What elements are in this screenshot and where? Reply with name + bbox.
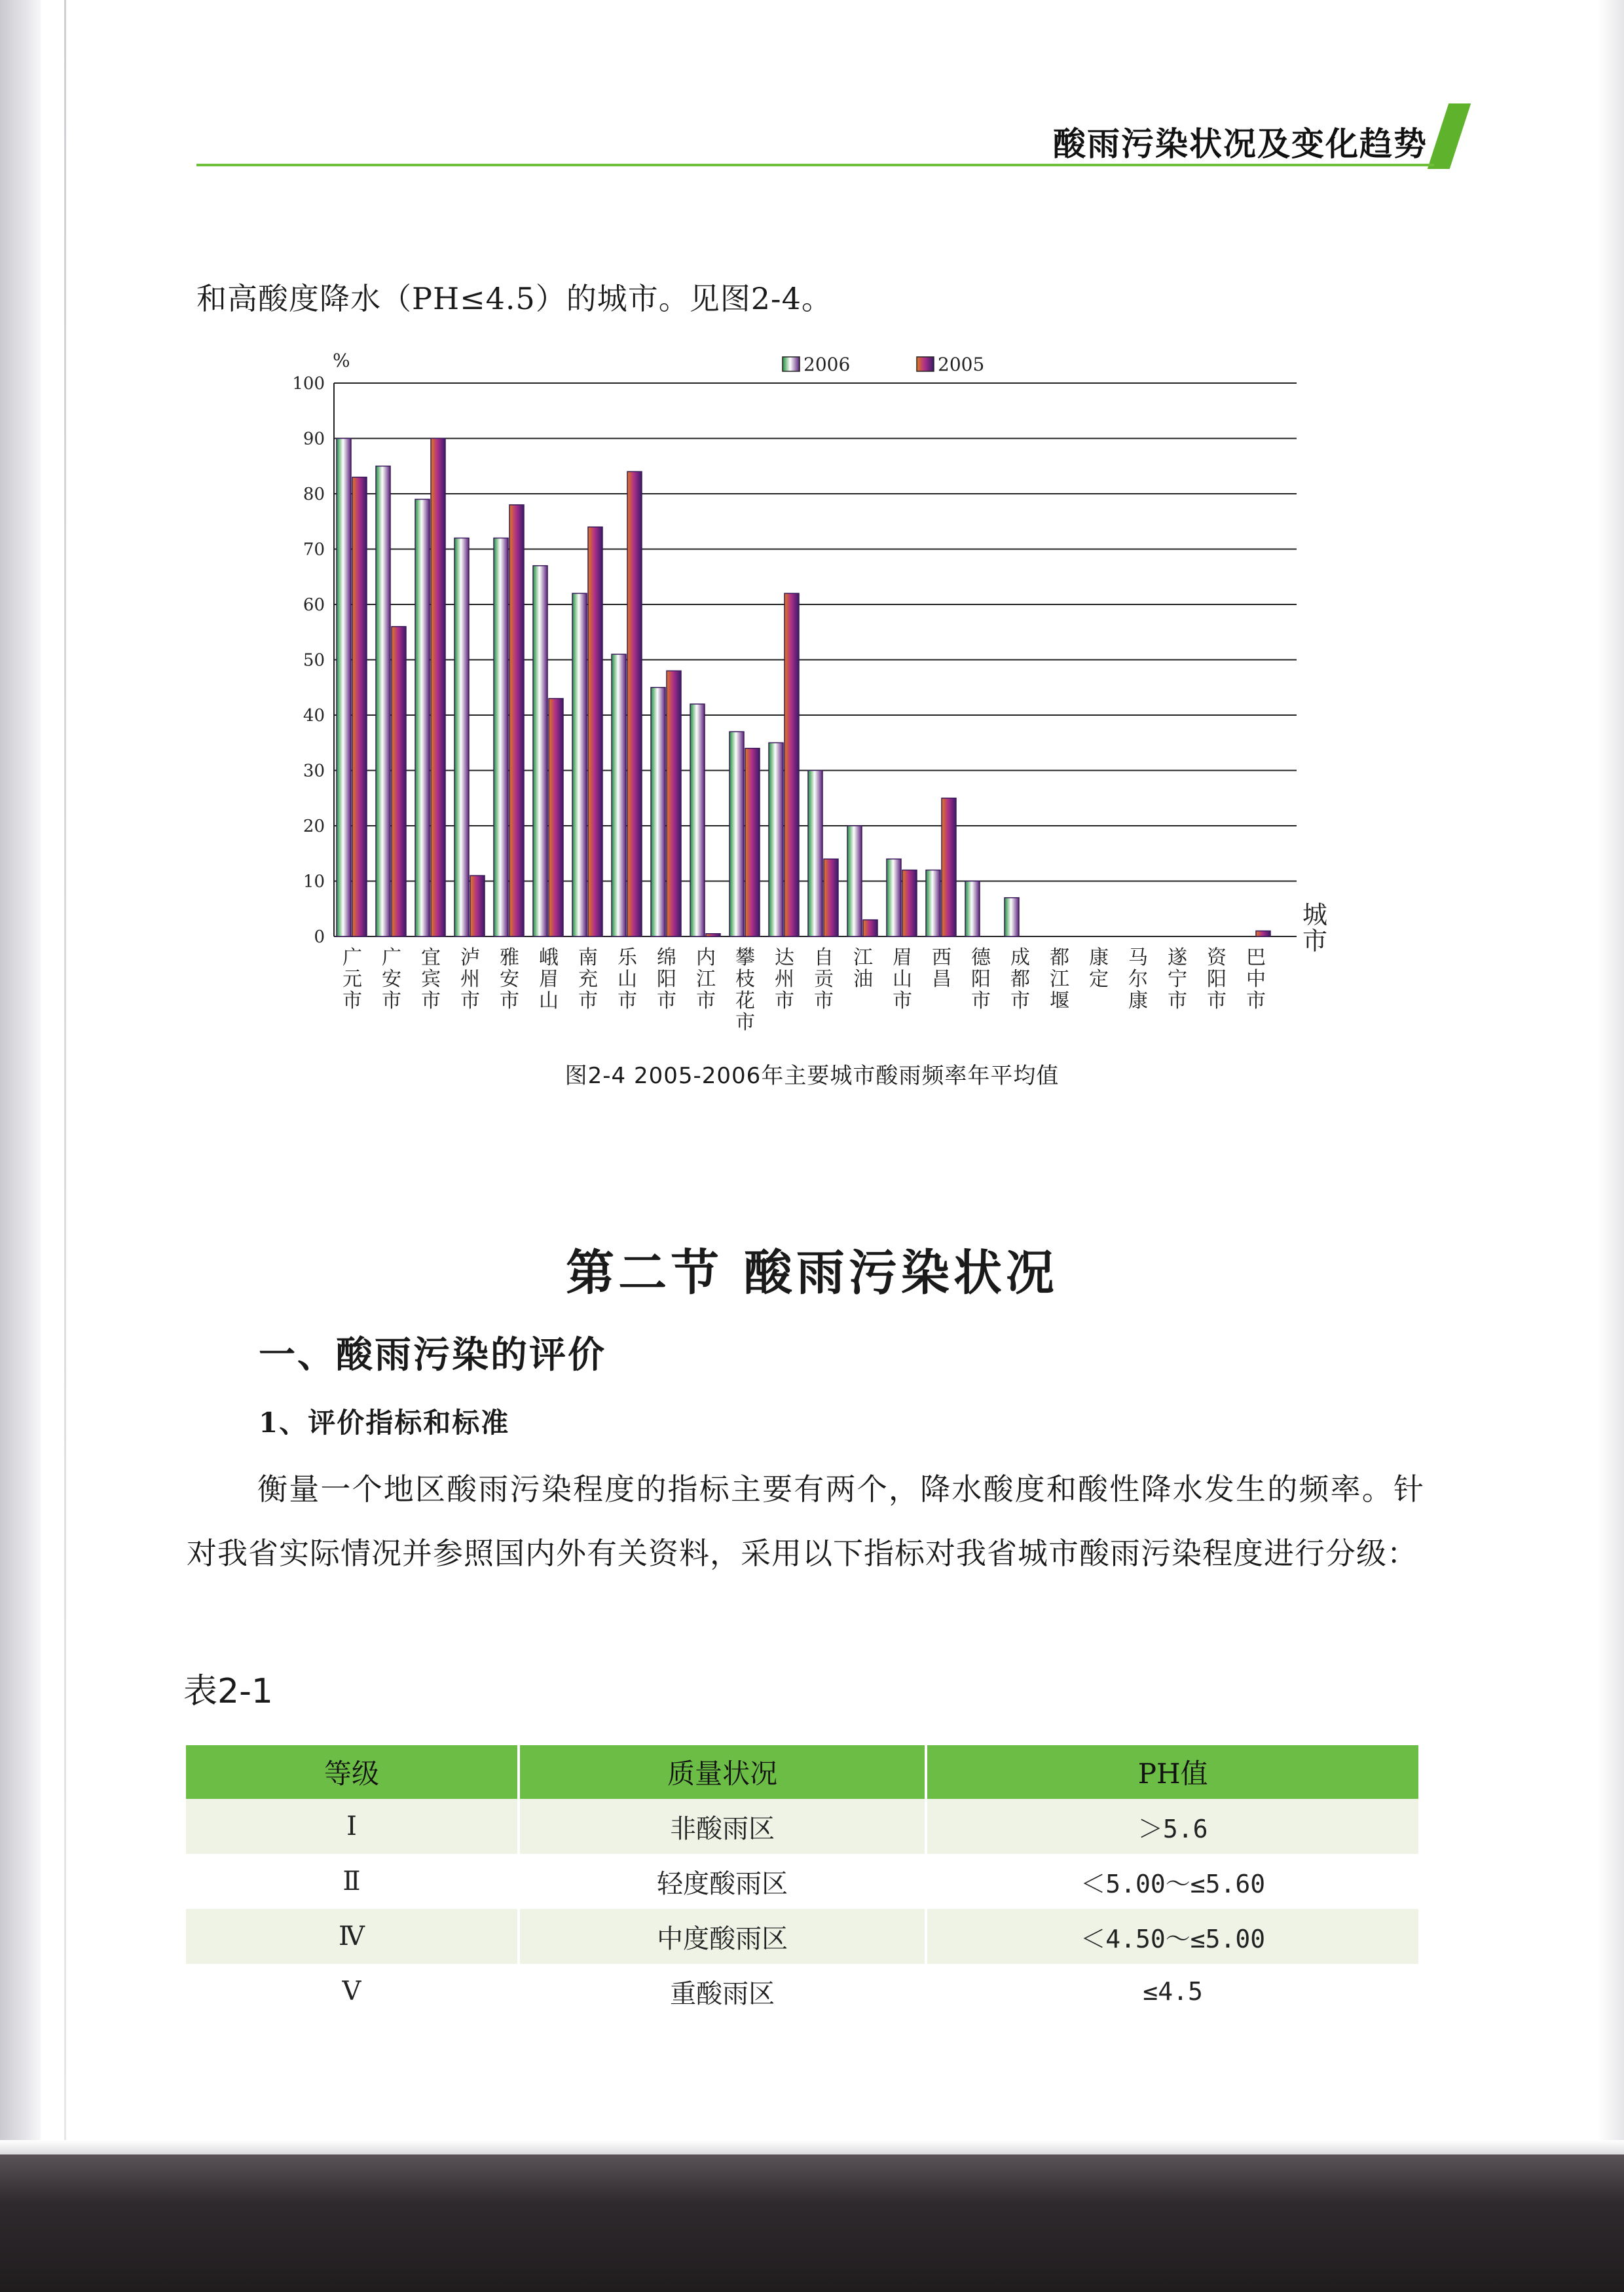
bar-2005: [824, 859, 838, 936]
x-tick-label: 自贡市: [814, 946, 834, 1012]
bar-2006: [376, 466, 390, 936]
x-axis-label-text: 城市: [1302, 900, 1328, 955]
x-tick-label: 江油: [853, 946, 873, 991]
chart-x-labels: [342, 946, 1266, 1034]
bar-2005: [745, 749, 760, 936]
sub-heading: 一、酸雨污染的评价: [259, 1333, 606, 1377]
bar-2006: [454, 538, 469, 936]
bar-2006: [808, 771, 822, 937]
y-tick-label: 70: [303, 540, 325, 560]
section-title: 第二节 酸雨污染状况: [566, 1245, 1058, 1301]
bar-2005: [392, 627, 406, 936]
bar-2005: [470, 876, 485, 936]
y-tick-label: 90: [303, 429, 325, 449]
table-cell: 中度酸雨区: [520, 1909, 925, 1964]
header-rule: [196, 164, 1434, 166]
x-tick-label: 都江堰: [1050, 946, 1069, 1012]
y-tick-label: 50: [303, 650, 325, 671]
x-tick-label: 绵阳市: [657, 946, 676, 1012]
x-tick-label: 达州市: [775, 946, 794, 1012]
bar-2005: [627, 471, 642, 936]
x-tick-label: 资阳市: [1207, 946, 1227, 1012]
x-tick-label: 峨眉山: [539, 946, 559, 1012]
y-tick-label: 80: [303, 485, 325, 504]
bar-2006: [729, 731, 744, 936]
bar-2006: [572, 593, 587, 936]
table-row: [186, 1909, 1418, 1964]
table-header-cell: PH值: [927, 1745, 1418, 1799]
x-tick-label: 广安市: [382, 946, 401, 1012]
scan-shadow-left: [0, 0, 41, 2292]
table-cell: 非酸雨区: [520, 1799, 925, 1854]
y-tick-label: 40: [303, 706, 325, 726]
x-tick-label: 遂宁市: [1168, 946, 1187, 1012]
table-cell: ≤4.5: [927, 1964, 1418, 2019]
bar-2006: [965, 881, 980, 937]
scan-shadow-bottom: [0, 2154, 1624, 2292]
x-axis-label: [1302, 900, 1327, 955]
y-tick-label: 10: [303, 872, 325, 892]
bar-2006: [337, 439, 351, 937]
x-tick-label: 康定: [1089, 946, 1109, 991]
bar-2005: [431, 439, 445, 937]
chart-bars: [337, 439, 1270, 937]
y-axis-label: %: [333, 350, 350, 371]
y-tick-label: 100: [292, 374, 325, 394]
bar-2006: [494, 538, 508, 936]
page-bottom-edge: [0, 2140, 1624, 2156]
x-tick-label: 广元市: [342, 946, 362, 1012]
bar-2006: [651, 688, 665, 936]
bar-2006: [847, 826, 862, 936]
legend-swatch-2005: [917, 357, 934, 371]
acid-rain-bar-chart: [275, 347, 1349, 1041]
x-tick-label: 眉山市: [893, 946, 912, 1012]
bar-2005: [784, 593, 799, 936]
table-cell: 轻度酸雨区: [520, 1854, 925, 1909]
bar-2006: [1005, 898, 1019, 936]
y-tick-label: 60: [303, 595, 325, 615]
table-cell: Ⅴ: [186, 1964, 517, 2019]
y-tick-label: 20: [303, 817, 325, 836]
x-tick-label: 雅安市: [500, 946, 519, 1012]
bar-2005: [509, 505, 524, 936]
table-cell: 重酸雨区: [520, 1964, 925, 2019]
x-tick-label: 德阳市: [971, 946, 991, 1012]
table-header-cell: 等级: [186, 1745, 517, 1799]
table-header-row: [186, 1745, 1418, 1799]
table-row: [186, 1799, 1418, 1854]
legend-swatch-2006: [783, 357, 800, 371]
x-tick-label: 成都市: [1010, 946, 1030, 1012]
table-row: [186, 1854, 1418, 1909]
x-tick-label: 乐山市: [618, 946, 637, 1012]
y-tick-label: 30: [303, 761, 325, 781]
bar-2006: [415, 499, 430, 936]
table-cell: Ⅳ: [186, 1909, 517, 1964]
legend-label: 2005: [938, 354, 985, 375]
table-cell: Ⅰ: [186, 1799, 517, 1854]
bar-2005: [1256, 931, 1270, 936]
x-tick-label: 巴中市: [1246, 946, 1266, 1012]
sub-sub-heading: 1、评价指标和标准: [259, 1407, 510, 1439]
bar-2006: [612, 654, 626, 936]
body-paragraph: 衡量一个地区酸雨污染程度的指标主要有两个，降水酸度和酸性降水发生的频率。针对我省实际情况并参照国内外有关资料，采用以下指标对我省城市酸雨污染程度进行分级：: [187, 1471, 1424, 1571]
bar-2005: [588, 527, 602, 936]
bar-2005: [942, 798, 956, 936]
intro-text: 和高酸度降水（PH≤4.5）的城市。见图2-4。: [196, 281, 832, 316]
table-cell: ＜5.00～≤5.60: [927, 1854, 1418, 1909]
x-tick-label: 泸州市: [460, 946, 480, 1012]
bar-2005: [706, 934, 720, 936]
scan-fold-line: [64, 0, 66, 2292]
table-header-cell: 质量状况: [520, 1745, 925, 1799]
running-header: 酸雨污染状况及变化趋势: [1053, 125, 1428, 163]
bar-2005: [352, 477, 367, 936]
table-label: 表2-1: [183, 1672, 273, 1711]
x-tick-label: 西昌: [932, 946, 951, 991]
bar-2006: [690, 704, 705, 936]
figure-caption: 图2-4 2005-2006年主要城市酸雨频率年平均值: [564, 1063, 1060, 1089]
table-cell: ＞5.6: [927, 1799, 1418, 1854]
bar-2005: [902, 870, 917, 936]
legend-label: 2006: [803, 354, 851, 375]
bar-2006: [533, 566, 547, 936]
table-row: [186, 1964, 1418, 2019]
bar-2006: [887, 859, 901, 936]
chart-y-ticks: [292, 374, 325, 947]
x-tick-label: 攀枝花市: [735, 946, 755, 1034]
bar-2006: [769, 743, 783, 936]
y-tick-label: 0: [314, 927, 325, 947]
table-cell: Ⅱ: [186, 1854, 517, 1909]
x-tick-label: 内江市: [696, 946, 716, 1012]
x-tick-label: 马尔康: [1128, 946, 1148, 1012]
x-tick-label: 宜宾市: [421, 946, 441, 1012]
bar-2006: [926, 870, 940, 936]
bar-2005: [667, 671, 681, 936]
table-cell: ＜4.50～≤5.00: [927, 1909, 1418, 1964]
header-slash-mark: [1428, 103, 1471, 169]
grading-table: [183, 1745, 1421, 2019]
chart-legend: [783, 354, 984, 375]
bar-2005: [549, 699, 563, 936]
bar-2005: [863, 920, 877, 936]
x-tick-label: 南充市: [578, 946, 598, 1012]
